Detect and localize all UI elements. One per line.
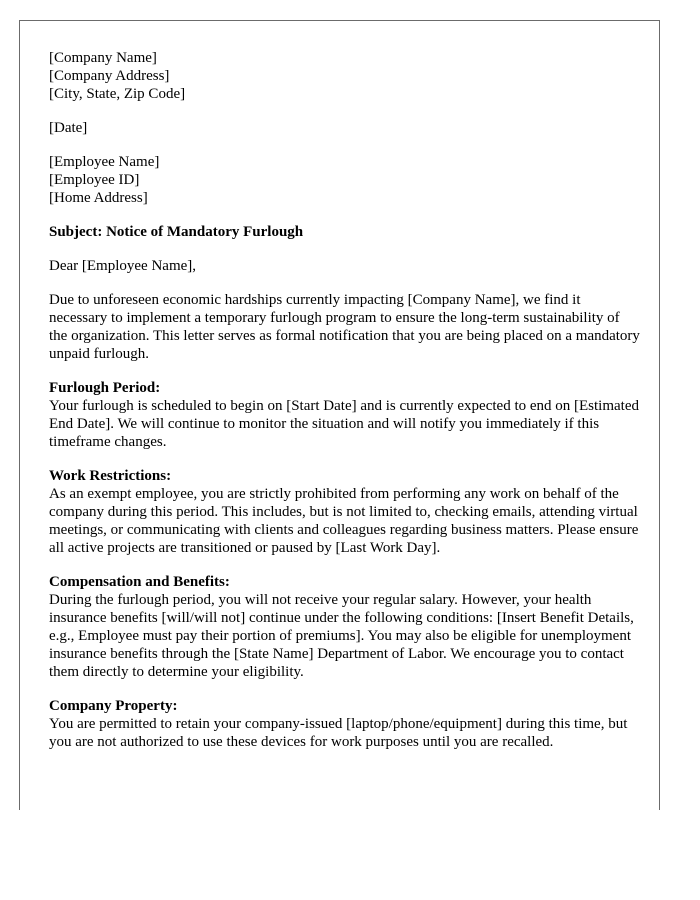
sender-company-name: [Company Name] [49,50,157,66]
sender-city-state-zip: [City, State, Zip Code] [49,86,186,102]
section-body: During the furlough period, you will not receive your regular salary. However, your health insurance benefits [will/will not] continue under the following conditions: [Insert Benefit Details, e.g., Employee must pay their portion of premiums]. You may also be eligible for unemployment insurance benefits through the [State Name] Department of Labor. We encourage you to contact them directly to determine your eligibility. [49,592,634,680]
section-heading: Compensation and Benefits: [49,574,230,590]
recipient-employee-name: [Employee Name] [49,154,160,170]
section-body: As an exempt employee, you are strictly prohibited from performing any work on behalf of the company during this period. This includes, but is not limited to, checking emails, attending virtual meetings, or communicating with clients and colleagues regarding business matters. Please ensure all active projects are transitioned or paused by [Last Work Day]. [49,486,639,556]
sender-block [49,49,641,103]
salutation: Dear [Employee Name], [49,258,197,274]
subject-line: Subject: Notice of Mandatory Furlough [49,224,304,240]
section-company-property [49,697,641,751]
intro-paragraph: Due to unforeseen economic hardships currently impacting [Company Name], we find it necessary to implement a temporary furlough program to ensure the long-term sustainability of the organization. This letter serves as formal notification that you are being placed on a mandatory unpaid furlough. [49,292,640,362]
recipient-employee-id: [Employee ID] [49,172,140,188]
section-body: Your furlough is scheduled to begin on [Start Date] and is currently expected to end on [Estimated End Date]. We will continue to monitor the situation and will notify you immediately if this timeframe changes. [49,398,640,450]
letter-date: [Date] [49,120,88,136]
section-heading: Furlough Period: [49,380,161,396]
sender-company-address: [Company Address] [49,68,170,84]
section-body: You are permitted to retain your company-issued [laptop/phone/equipment] during this time, but you are not authorized to use these devices for work purposes until you are recalled. [49,716,628,750]
letter-body [49,49,641,767]
section-work-restrictions [49,467,641,557]
recipient-home-address: [Home Address] [49,190,148,206]
recipient-block [49,153,641,207]
section-heading: Work Restrictions: [49,468,172,484]
section-compensation-benefits [49,573,641,681]
section-heading: Company Property: [49,698,178,714]
section-furlough-period [49,379,641,451]
date-block [49,119,641,137]
letter-page [19,20,660,810]
